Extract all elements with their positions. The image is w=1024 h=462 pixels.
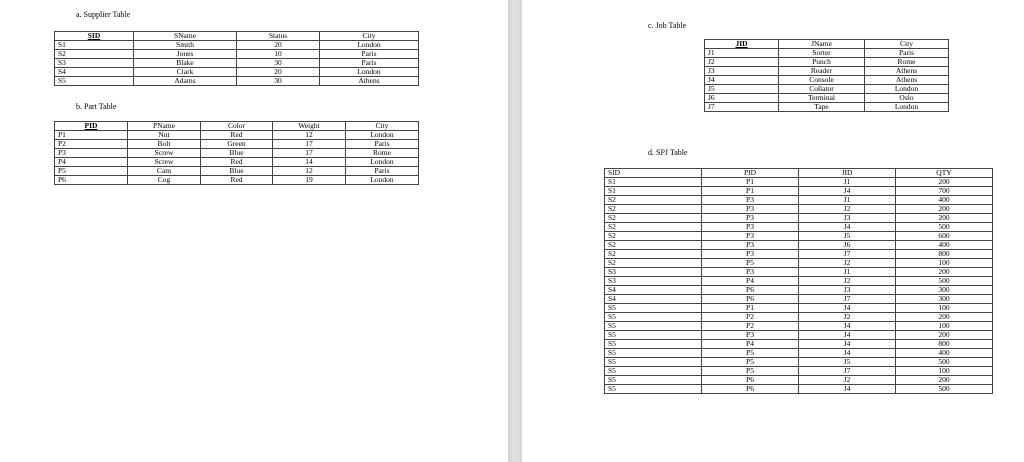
spj-cell: S2 xyxy=(605,205,702,214)
supplier-cell: S1 xyxy=(55,41,134,50)
spj-cell: P3 xyxy=(702,232,799,241)
part-header-pname: PName xyxy=(128,122,201,131)
part-cell: P4 xyxy=(55,158,128,167)
supplier-table xyxy=(54,31,419,86)
part-cell: Paris xyxy=(346,140,419,149)
job-header-jname: JName xyxy=(779,40,865,49)
spj-table-row xyxy=(605,277,993,286)
part-table-row xyxy=(55,131,419,140)
spj-cell: 300 xyxy=(896,286,993,295)
part-cell: Green xyxy=(201,140,273,149)
spj-cell: 100 xyxy=(896,259,993,268)
spj-cell: 200 xyxy=(896,214,993,223)
part-table-row xyxy=(55,176,419,185)
job-table-row xyxy=(705,58,949,67)
spj-table-row xyxy=(605,385,993,394)
spj-cell: 500 xyxy=(896,385,993,394)
part-cell: 14 xyxy=(273,158,346,167)
spj-cell: S1 xyxy=(605,178,702,187)
supplier-cell: Blake xyxy=(134,59,237,68)
spj-cell: P3 xyxy=(702,205,799,214)
supplier-header-city: City xyxy=(320,32,419,41)
part-table-row xyxy=(55,140,419,149)
spj-header-qty: QTY xyxy=(896,169,993,178)
job-cell: Sorter xyxy=(779,49,865,58)
spj-cell: 200 xyxy=(896,331,993,340)
spj-header-sid: SID xyxy=(605,169,702,178)
spj-cell: S5 xyxy=(605,367,702,376)
job-cell: London xyxy=(865,85,949,94)
spj-cell: J2 xyxy=(799,277,896,286)
document-page-left xyxy=(0,0,508,462)
spj-cell: P5 xyxy=(702,358,799,367)
supplier-table-row xyxy=(55,50,419,59)
job-cell: J6 xyxy=(705,94,779,103)
spj-cell: S2 xyxy=(605,196,702,205)
spj-cell: P6 xyxy=(702,286,799,295)
job-cell: London xyxy=(865,103,949,112)
job-table-row xyxy=(705,103,949,112)
spj-table-row xyxy=(605,223,993,232)
spj-header-pid: PID xyxy=(702,169,799,178)
part-cell: Nut xyxy=(128,131,201,140)
spj-cell: J4 xyxy=(799,322,896,331)
spj-cell: 200 xyxy=(896,376,993,385)
spj-table-row xyxy=(605,376,993,385)
supplier-cell: S2 xyxy=(55,50,134,59)
spj-cell: P3 xyxy=(702,268,799,277)
spj-table-caption: d. SPJ Table xyxy=(648,148,688,157)
spj-cell: P2 xyxy=(702,313,799,322)
job-cell: Punch xyxy=(779,58,865,67)
job-cell: J2 xyxy=(705,58,779,67)
part-cell: 12 xyxy=(273,131,346,140)
spj-cell: P6 xyxy=(702,376,799,385)
supplier-cell: London xyxy=(320,68,419,77)
spj-table-row xyxy=(605,187,993,196)
spj-cell: P5 xyxy=(702,259,799,268)
supplier-cell: Paris xyxy=(320,59,419,68)
spj-cell: P4 xyxy=(702,340,799,349)
spj-table-row xyxy=(605,304,993,313)
part-table xyxy=(54,121,419,185)
supplier-cell: S5 xyxy=(55,77,134,86)
spj-cell: 500 xyxy=(896,358,993,367)
part-cell: Red xyxy=(201,131,273,140)
part-header-row xyxy=(55,122,419,131)
part-header-weight: Weight xyxy=(273,122,346,131)
supplier-cell: Paris xyxy=(320,50,419,59)
part-cell: London xyxy=(346,131,419,140)
spj-cell: P6 xyxy=(702,385,799,394)
part-header-pid: PID xyxy=(55,122,128,131)
job-cell: Rome xyxy=(865,58,949,67)
job-cell: Tape xyxy=(779,103,865,112)
spj-cell: J1 xyxy=(799,196,896,205)
supplier-table-row xyxy=(55,77,419,86)
spj-cell: S2 xyxy=(605,232,702,241)
spj-cell: J4 xyxy=(799,187,896,196)
spj-cell: S5 xyxy=(605,331,702,340)
job-cell: J1 xyxy=(705,49,779,58)
spj-cell: J4 xyxy=(799,304,896,313)
spj-cell: 800 xyxy=(896,340,993,349)
spj-cell: J4 xyxy=(799,340,896,349)
spj-cell: P2 xyxy=(702,322,799,331)
spj-table-row xyxy=(605,205,993,214)
spj-cell: P3 xyxy=(702,331,799,340)
spj-cell: S2 xyxy=(605,250,702,259)
spj-cell: S2 xyxy=(605,259,702,268)
supplier-cell: Smith xyxy=(134,41,237,50)
spj-cell: S2 xyxy=(605,241,702,250)
job-header-jid: JID xyxy=(705,40,779,49)
job-cell: Terminal xyxy=(779,94,865,103)
spj-cell: 200 xyxy=(896,178,993,187)
supplier-table-row xyxy=(55,68,419,77)
part-cell: Cam xyxy=(128,167,201,176)
spj-cell: S1 xyxy=(605,187,702,196)
spj-cell: S3 xyxy=(605,268,702,277)
part-cell: 12 xyxy=(273,167,346,176)
part-cell: P1 xyxy=(55,131,128,140)
spj-cell: P3 xyxy=(702,250,799,259)
spj-cell: J2 xyxy=(799,313,896,322)
job-table xyxy=(704,39,949,112)
spj-cell: J7 xyxy=(799,295,896,304)
spj-cell: 800 xyxy=(896,250,993,259)
spj-cell: P5 xyxy=(702,367,799,376)
spj-table xyxy=(604,168,993,394)
supplier-cell: London xyxy=(320,41,419,50)
job-table-row xyxy=(705,49,949,58)
part-table-caption: b. Part Table xyxy=(76,102,117,111)
spj-cell: S5 xyxy=(605,304,702,313)
spj-cell: P4 xyxy=(702,277,799,286)
part-table-row xyxy=(55,158,419,167)
spj-cell: J1 xyxy=(799,268,896,277)
spj-cell: 200 xyxy=(896,268,993,277)
spj-cell: J4 xyxy=(799,223,896,232)
part-cell: 17 xyxy=(273,140,346,149)
part-table-row xyxy=(55,149,419,158)
spj-cell: P1 xyxy=(702,187,799,196)
spj-cell: 400 xyxy=(896,349,993,358)
spj-cell: S5 xyxy=(605,349,702,358)
spj-table-row xyxy=(605,241,993,250)
job-cell: Athens xyxy=(865,67,949,76)
job-cell: Console xyxy=(779,76,865,85)
supplier-header-sid: SID xyxy=(55,32,134,41)
job-header-row xyxy=(705,40,949,49)
spj-cell: 400 xyxy=(896,196,993,205)
part-cell: P2 xyxy=(55,140,128,149)
part-cell: P3 xyxy=(55,149,128,158)
job-cell: Paris xyxy=(865,49,949,58)
spj-header-jid: JID xyxy=(799,169,896,178)
supplier-cell: 20 xyxy=(237,41,320,50)
spj-cell: 300 xyxy=(896,295,993,304)
job-table-row xyxy=(705,94,949,103)
job-cell: Collator xyxy=(779,85,865,94)
supplier-header-status: Status xyxy=(237,32,320,41)
spj-cell: S2 xyxy=(605,223,702,232)
spj-cell: J6 xyxy=(799,241,896,250)
supplier-cell: 10 xyxy=(237,50,320,59)
spj-table-row xyxy=(605,313,993,322)
spj-cell: 100 xyxy=(896,304,993,313)
spj-cell: 400 xyxy=(896,241,993,250)
part-cell: London xyxy=(346,158,419,167)
spj-table-row xyxy=(605,214,993,223)
spj-cell: S4 xyxy=(605,286,702,295)
spj-cell: 100 xyxy=(896,322,993,331)
job-cell: J3 xyxy=(705,67,779,76)
spj-table-row xyxy=(605,340,993,349)
job-cell: J5 xyxy=(705,85,779,94)
spj-header-row xyxy=(605,169,993,178)
spj-cell: J4 xyxy=(799,385,896,394)
part-cell: Screw xyxy=(128,149,201,158)
spj-table-row xyxy=(605,367,993,376)
spj-cell: S4 xyxy=(605,295,702,304)
part-cell: Bolt xyxy=(128,140,201,149)
part-cell: Rome xyxy=(346,149,419,158)
spj-cell: S3 xyxy=(605,277,702,286)
spj-cell: S5 xyxy=(605,313,702,322)
spj-cell: 200 xyxy=(896,205,993,214)
spj-cell: P3 xyxy=(702,223,799,232)
spj-cell: J2 xyxy=(799,205,896,214)
spj-cell: P1 xyxy=(702,178,799,187)
spj-cell: S5 xyxy=(605,358,702,367)
part-cell: Blue xyxy=(201,167,273,176)
spj-cell: S5 xyxy=(605,322,702,331)
spj-table-row xyxy=(605,232,993,241)
spj-cell: J5 xyxy=(799,358,896,367)
supplier-table-row xyxy=(55,59,419,68)
document-page-right xyxy=(522,0,1024,462)
spj-cell: J4 xyxy=(799,349,896,358)
supplier-cell: Adams xyxy=(134,77,237,86)
spj-cell: P1 xyxy=(702,304,799,313)
job-cell: J4 xyxy=(705,76,779,85)
job-cell: J7 xyxy=(705,103,779,112)
spj-cell: S2 xyxy=(605,214,702,223)
page-gutter xyxy=(508,0,522,462)
spj-cell: J3 xyxy=(799,286,896,295)
part-cell: 19 xyxy=(273,176,346,185)
spj-cell: 700 xyxy=(896,187,993,196)
job-cell: Reader xyxy=(779,67,865,76)
spj-table-row xyxy=(605,268,993,277)
spj-cell: 100 xyxy=(896,367,993,376)
part-cell: Screw xyxy=(128,158,201,167)
spj-cell: J7 xyxy=(799,367,896,376)
spj-table-row xyxy=(605,178,993,187)
spj-cell: P5 xyxy=(702,349,799,358)
supplier-table-caption: a. Supplier Table xyxy=(76,10,131,19)
spj-cell: 500 xyxy=(896,277,993,286)
supplier-cell: 30 xyxy=(237,77,320,86)
spj-cell: 200 xyxy=(896,313,993,322)
spj-cell: S5 xyxy=(605,340,702,349)
supplier-cell: Clark xyxy=(134,68,237,77)
spj-cell: S5 xyxy=(605,376,702,385)
spj-table-row xyxy=(605,331,993,340)
part-cell: London xyxy=(346,176,419,185)
part-cell: Paris xyxy=(346,167,419,176)
job-table-row xyxy=(705,85,949,94)
part-table-row xyxy=(55,167,419,176)
spj-cell: 600 xyxy=(896,232,993,241)
spj-cell: J2 xyxy=(799,259,896,268)
spj-cell: J4 xyxy=(799,331,896,340)
spj-cell: 500 xyxy=(896,223,993,232)
part-cell: Blue xyxy=(201,149,273,158)
spj-cell: J5 xyxy=(799,232,896,241)
spj-cell: J3 xyxy=(799,214,896,223)
spj-table-row xyxy=(605,295,993,304)
part-cell: P6 xyxy=(55,176,128,185)
spj-table-row xyxy=(605,250,993,259)
spj-table-row xyxy=(605,358,993,367)
supplier-cell: Athens xyxy=(320,77,419,86)
part-cell: Cog xyxy=(128,176,201,185)
spj-cell: S5 xyxy=(605,385,702,394)
spj-table-row xyxy=(605,196,993,205)
spj-cell: J1 xyxy=(799,178,896,187)
job-table-row xyxy=(705,76,949,85)
job-cell: Athens xyxy=(865,76,949,85)
spj-cell: P3 xyxy=(702,214,799,223)
supplier-cell: Jones xyxy=(134,50,237,59)
job-table-caption: c. Job Table xyxy=(648,21,687,30)
spj-table-row xyxy=(605,286,993,295)
spj-table-row xyxy=(605,322,993,331)
supplier-cell: S4 xyxy=(55,68,134,77)
job-header-city: City xyxy=(865,40,949,49)
spj-cell: J2 xyxy=(799,376,896,385)
spj-table-row xyxy=(605,259,993,268)
spj-cell: P6 xyxy=(702,295,799,304)
job-table-row xyxy=(705,67,949,76)
part-cell: P5 xyxy=(55,167,128,176)
spj-cell: P3 xyxy=(702,196,799,205)
supplier-cell: S3 xyxy=(55,59,134,68)
job-cell: Oslo xyxy=(865,94,949,103)
supplier-cell: 30 xyxy=(237,59,320,68)
spj-cell: P3 xyxy=(702,241,799,250)
supplier-header-sname: SName xyxy=(134,32,237,41)
part-cell: 17 xyxy=(273,149,346,158)
part-header-city: City xyxy=(346,122,419,131)
supplier-header-row xyxy=(55,32,419,41)
part-cell: Red xyxy=(201,176,273,185)
spj-cell: J7 xyxy=(799,250,896,259)
supplier-table-row xyxy=(55,41,419,50)
part-header-color: Color xyxy=(201,122,273,131)
supplier-cell: 20 xyxy=(237,68,320,77)
spj-table-row xyxy=(605,349,993,358)
part-cell: Red xyxy=(201,158,273,167)
